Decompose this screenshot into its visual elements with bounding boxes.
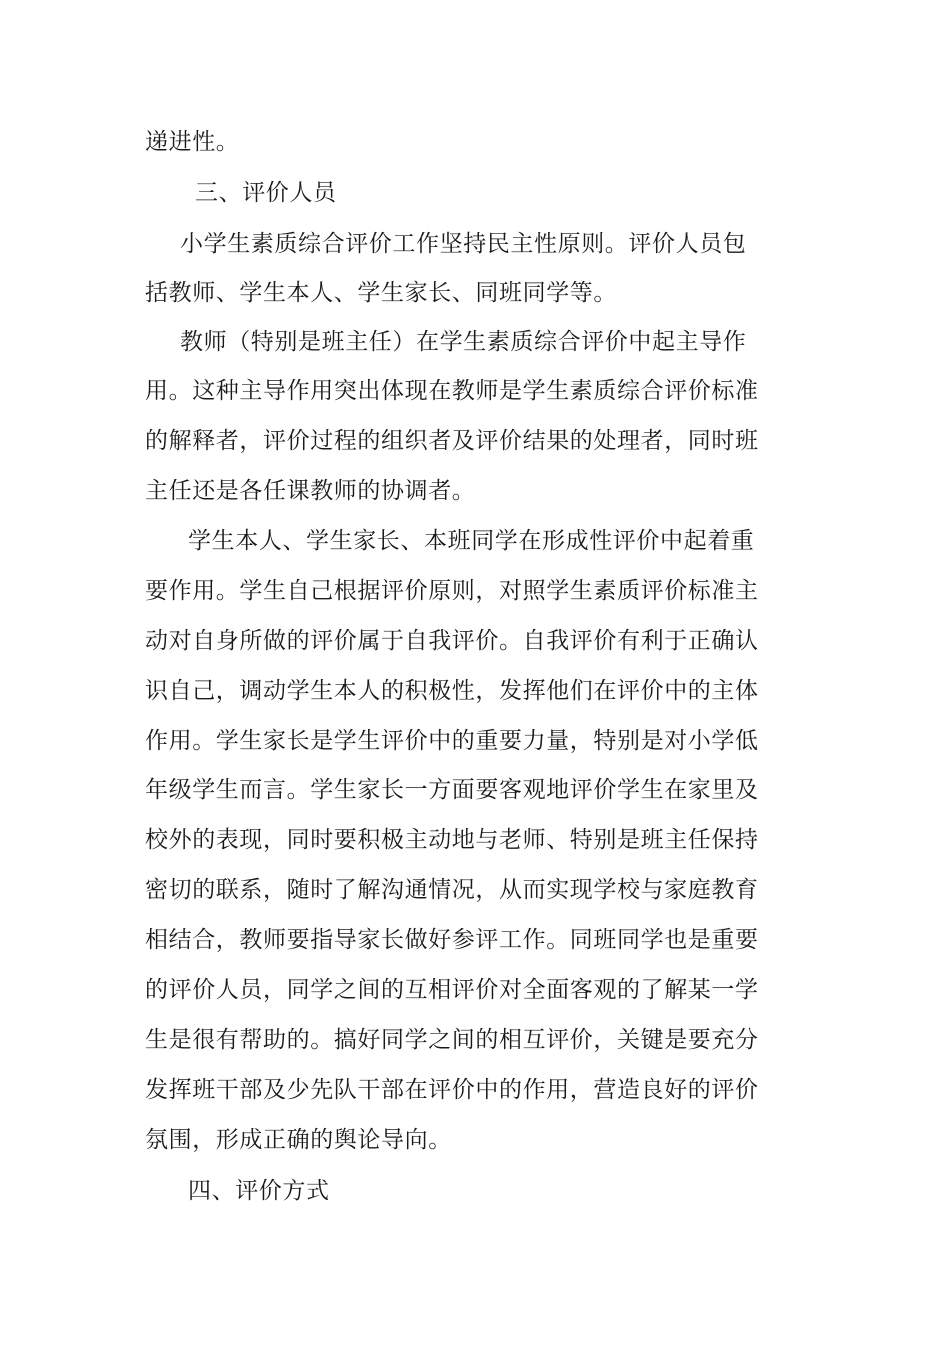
paragraph-line: 主任还是各任课教师的协调者。 [145,478,476,504]
section-heading-evaluation-method: 四、评价方式 [188,1178,330,1204]
paragraph-line: 作用。学生家长是学生评价中的重要力量，特别是对小学低 [145,728,759,754]
paragraph-line: 的评价人员，同学之间的互相评价对全面客观的了解某一学 [145,977,759,1003]
paragraph-line: 要作用。学生自己根据评价原则，对照学生素质评价标准主 [145,578,759,604]
paragraph-line: 学生本人、学生家长、本班同学在形成性评价中起着重 [188,528,755,554]
paragraph-line-continuation: 递进性。 [145,129,240,155]
paragraph-line: 密切的联系，随时了解沟通情况，从而实现学校与家庭教育 [145,877,759,903]
paragraph-line: 年级学生而言。学生家长一方面要客观地评价学生在家里及 [145,777,759,803]
paragraph-line: 用。这种主导作用突出体现在教师是学生素质综合评价标准 [145,378,759,404]
section-heading-evaluators: 三、评价人员 [195,180,337,206]
paragraph-line: 识自己，调动学生本人的积极性，发挥他们在评价中的主体 [145,678,759,704]
paragraph-line: 校外的表现，同时要积极主动地与老师、特别是班主任保持 [145,827,759,853]
paragraph-line: 相结合，教师要指导家长做好参评工作。同班同学也是重要 [145,927,759,953]
paragraph-line: 括教师、学生本人、学生家长、同班同学等。 [145,280,617,306]
paragraph-line: 氛围，形成正确的舆论导向。 [145,1127,452,1153]
paragraph-line: 生是很有帮助的。搞好同学之间的相互评价，关键是要充分 [145,1027,759,1053]
paragraph-line: 发挥班干部及少先队干部在评价中的作用，营造良好的评价 [145,1077,759,1103]
paragraph-line: 教师（特别是班主任）在学生素质综合评价中起主导作 [180,329,747,355]
paragraph-line: 小学生素质综合评价工作坚持民主性原则。评价人员包 [180,231,747,257]
paragraph-line: 动对自身所做的评价属于自我评价。自我评价有利于正确认 [145,628,759,654]
paragraph-line: 的解释者，评价过程的组织者及评价结果的处理者，同时班 [145,428,759,454]
